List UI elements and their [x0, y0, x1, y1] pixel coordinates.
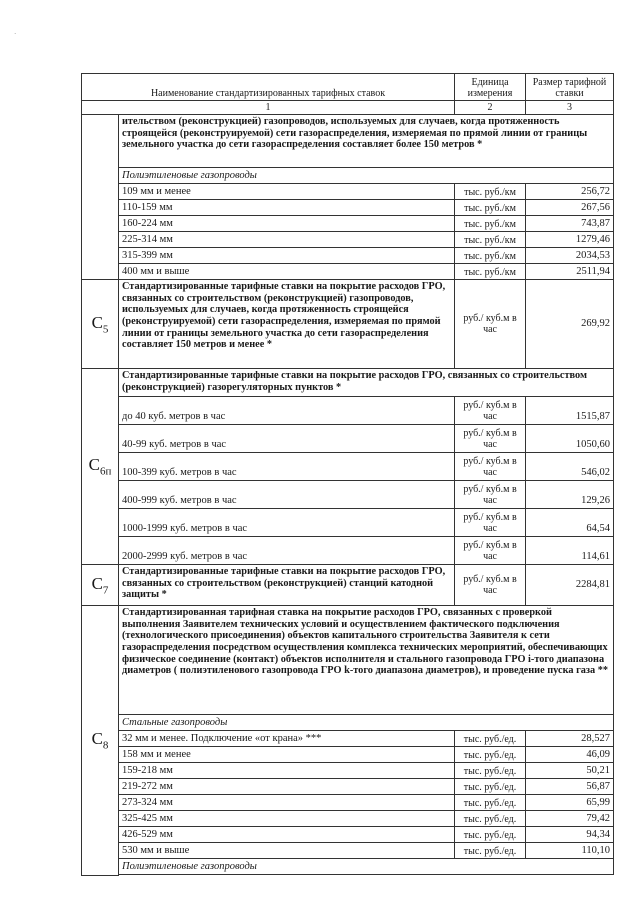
table-row	[82, 216, 614, 232]
index-3: 3	[526, 101, 614, 115]
row-name: 1000-1999 куб. метров в час	[119, 509, 455, 537]
row-name: 40-99 куб. метров в час	[119, 425, 455, 453]
row-value: 2511,94	[526, 264, 614, 280]
row-value: 1279,46	[526, 232, 614, 248]
table-row	[82, 453, 614, 481]
c4-subheading-row	[82, 168, 614, 184]
c8-subheading: Стальные газопроводы	[119, 715, 614, 731]
row-unit: руб./ куб.м в час	[455, 537, 526, 565]
row-name: 400-999 куб. метров в час	[119, 481, 455, 509]
row-value: 28,527	[526, 731, 614, 747]
table-row	[82, 779, 614, 795]
c4-code-cell	[82, 115, 119, 280]
c5-row	[82, 280, 614, 369]
table-row	[82, 537, 614, 565]
row-value: 1515,87	[526, 397, 614, 425]
table-row	[82, 811, 614, 827]
row-name: 159-218 мм	[119, 763, 455, 779]
row-name: 100-399 куб. метров в час	[119, 453, 455, 481]
c6-text-row	[82, 369, 614, 397]
row-name: до 40 куб. метров в час	[119, 397, 455, 425]
c6-code: $C_{6п}$	[82, 369, 119, 565]
c8-subheading-row	[82, 715, 614, 731]
table-row	[82, 509, 614, 537]
c7-row	[82, 565, 614, 606]
c5-text: Стандартизированные тарифные ставки на покрытие расходов ГРО, связанных со строительством (реконструкцией) газопроводов, используемых для случаев, когда протяженность строящейся (реконструируемой) сети газораспределения, измеряемая по прямой линии от границы земельного участка до сети газораспределения составляет 150 метров и менее *	[119, 280, 455, 369]
row-name: 273-324 мм	[119, 795, 455, 811]
c8-text-row	[82, 606, 614, 715]
table-row	[82, 264, 614, 280]
table-row	[82, 248, 614, 264]
table-row	[82, 731, 614, 747]
row-unit: тыс. руб./ед.	[455, 731, 526, 747]
row-unit: тыс. руб./км	[455, 248, 526, 264]
c5-code: $C_5$	[82, 280, 119, 369]
row-name: 219-272 мм	[119, 779, 455, 795]
table-header-row	[82, 74, 614, 101]
row-unit: тыс. руб./ед.	[455, 827, 526, 843]
row-value: 65,99	[526, 795, 614, 811]
row-value: 50,21	[526, 763, 614, 779]
table-row	[82, 184, 614, 200]
index-1: 1	[82, 101, 455, 115]
row-value: 114,61	[526, 537, 614, 565]
table-row	[82, 200, 614, 216]
row-value: 64,54	[526, 509, 614, 537]
row-name: 160-224 мм	[119, 216, 455, 232]
row-unit: тыс. руб./ед.	[455, 795, 526, 811]
table-row	[82, 843, 614, 859]
row-unit: тыс. руб./км	[455, 200, 526, 216]
row-value: 743,87	[526, 216, 614, 232]
row-value: 267,56	[526, 200, 614, 216]
tariff-table	[81, 73, 614, 876]
row-value: 129,26	[526, 481, 614, 509]
row-unit: тыс. руб./км	[455, 216, 526, 232]
row-name: 2000-2999 куб. метров в час	[119, 537, 455, 565]
c4-text-row	[82, 115, 614, 168]
row-value: 110,10	[526, 843, 614, 859]
row-value: 546,02	[526, 453, 614, 481]
row-unit: тыс. руб./ед.	[455, 763, 526, 779]
row-unit: руб./ куб.м в час	[455, 425, 526, 453]
row-value: 56,87	[526, 779, 614, 795]
row-name: 110-159 мм	[119, 200, 455, 216]
index-2: 2	[455, 101, 526, 115]
row-name: 530 мм и выше	[119, 843, 455, 859]
row-unit: тыс. руб./км	[455, 232, 526, 248]
row-name: 400 мм и выше	[119, 264, 455, 280]
c8-text: Стандартизированная тарифная ставка на покрытие расходов ГРО, связанных с проверкой выполнения Заявителем технических условий и осуществлением фактического подключения (технологического присоединения) объектов капитального строительства Заявителя к сети газораспределения посредством осуществления комплекса технических мероприятий, обеспечивающих физическое соединение (контакт) объектов исполнителя и стального газопровода ГРО i-того диапазона диаметров ( полиэтиленового газопровода ГРО k-того диапазона диаметров), и проведение пуска газа **	[119, 606, 614, 715]
row-value: 94,34	[526, 827, 614, 843]
row-unit: тыс. руб./ед.	[455, 811, 526, 827]
table-row	[82, 795, 614, 811]
row-unit: тыс. руб./км	[455, 184, 526, 200]
row-name: 325-425 мм	[119, 811, 455, 827]
c8-subheading2: Полиэтиленовые газопроводы	[119, 859, 614, 875]
c7-code: $C_7$	[82, 565, 119, 606]
table-row	[82, 747, 614, 763]
row-unit: руб./ куб.м в час	[455, 397, 526, 425]
c4-text: ительством (реконструкцией) газопроводов, используемых для случаев, когда протяженность строящейся (реконструируемой) сети газораспределения, измеряемая по прямой линии от границы земельного участка до сети газораспределения составляет более 150 метров *	[119, 115, 614, 168]
page-mark: ·	[14, 30, 17, 38]
row-name: 315-399 мм	[119, 248, 455, 264]
c6-text: Стандартизированные тарифные ставки на покрытие расходов ГРО, связанных со строительством (реконструкцией) газорегуляторных пунктов *	[119, 369, 614, 397]
row-name: 32 мм и менее. Подключение «от крана» ***	[119, 731, 455, 747]
row-unit: тыс. руб./ед.	[455, 779, 526, 795]
table-row	[82, 232, 614, 248]
table-row	[82, 397, 614, 425]
row-unit: руб./ куб.м в час	[455, 481, 526, 509]
row-unit: тыс. руб./км	[455, 264, 526, 280]
c8-tail-row	[82, 875, 614, 876]
row-value: 1050,60	[526, 425, 614, 453]
row-name: 109 мм и менее	[119, 184, 455, 200]
row-value: 2034,53	[526, 248, 614, 264]
c7-text: Стандартизированные тарифные ставки на покрытие расходов ГРО, связанных со строительством (реконструкцией) станций катодной защиты *	[119, 565, 455, 606]
row-value: 46,09	[526, 747, 614, 763]
header-value: Размер тарифной ставки	[526, 74, 614, 101]
c7-unit: руб./ куб.м в час	[455, 565, 526, 606]
row-name: 426-529 мм	[119, 827, 455, 843]
table-index-row	[82, 101, 614, 115]
table-row	[82, 763, 614, 779]
header-name: Наименование стандартизированных тарифных ставок	[82, 74, 455, 101]
row-name: 225-314 мм	[119, 232, 455, 248]
c5-unit: руб./ куб.м в час	[455, 280, 526, 369]
c4-subheading: Полиэтиленовые газопроводы	[119, 168, 614, 184]
row-value: 256,72	[526, 184, 614, 200]
table-row	[82, 481, 614, 509]
c7-value: 2284,81	[526, 565, 614, 606]
row-name: 158 мм и менее	[119, 747, 455, 763]
c8-subheading2-row	[82, 859, 614, 875]
c8-tail	[119, 875, 614, 876]
c5-value: 269,92	[526, 280, 614, 369]
table-row	[82, 425, 614, 453]
row-unit: руб./ куб.м в час	[455, 453, 526, 481]
c8-code: $C_8$	[82, 606, 119, 876]
header-unit: Единица измерения	[455, 74, 526, 101]
table-row	[82, 827, 614, 843]
row-value: 79,42	[526, 811, 614, 827]
row-unit: тыс. руб./ед.	[455, 747, 526, 763]
row-unit: руб./ куб.м в час	[455, 509, 526, 537]
row-unit: тыс. руб./ед.	[455, 843, 526, 859]
